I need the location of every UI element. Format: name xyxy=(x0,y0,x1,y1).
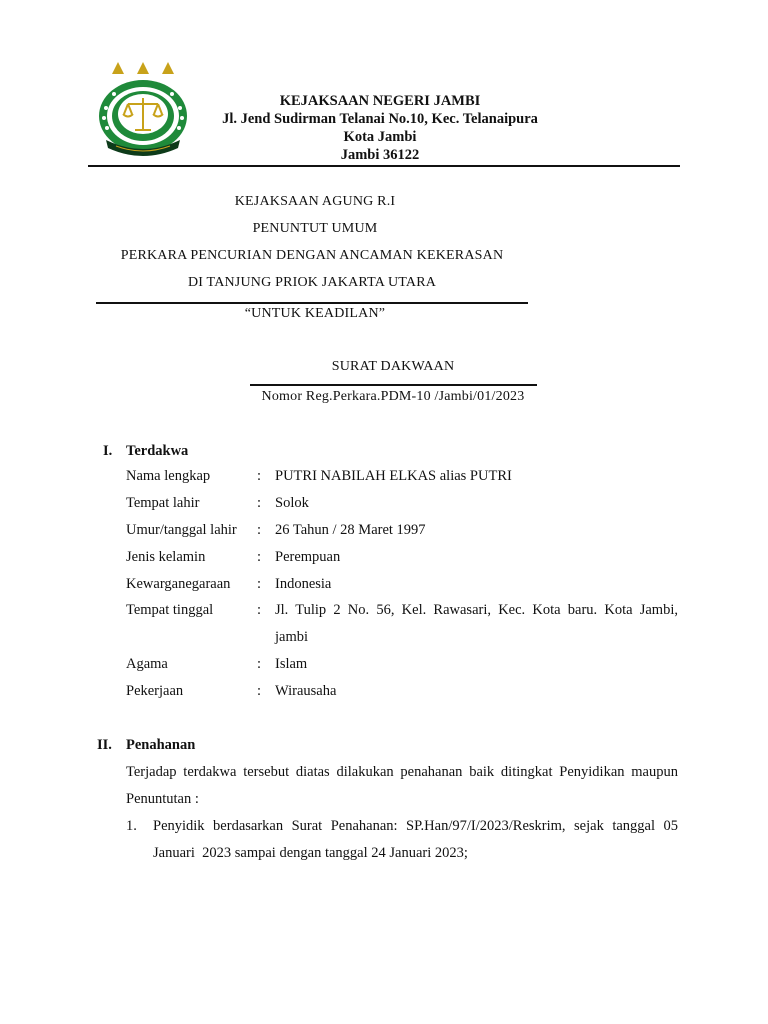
field-value-occupation: Wirausaha xyxy=(275,683,337,699)
title-divider xyxy=(250,384,537,386)
field-colon: : xyxy=(257,549,262,565)
field-value-address: Jl. Tulip 2 No. 56, Kel. Rawasari, Kec. Kota baru. Kota Jambi, xyxy=(275,602,678,618)
section-number: I. xyxy=(103,443,113,459)
section-title-penahanan: Penahanan xyxy=(126,737,196,753)
field-label: Kewarganegaraan xyxy=(126,576,231,592)
field-label: Nama lengkap xyxy=(126,468,211,484)
field-colon: : xyxy=(257,468,262,484)
field-value-nationality: Indonesia xyxy=(275,576,332,592)
field-value-birthplace: Solok xyxy=(275,495,309,511)
field-label: Umur/tanggal lahir xyxy=(126,522,237,538)
field-value-gender: Perempuan xyxy=(275,549,341,565)
kejaksaan-emblem-icon xyxy=(92,60,194,160)
field-value-religion: Islam xyxy=(275,656,308,672)
header-divider xyxy=(96,302,528,304)
agency-name: KEJAKSAAN AGUNG R.I xyxy=(234,194,396,209)
field-value-age: 26 Tahun / 28 Maret 1997 xyxy=(275,522,426,538)
prosecutor-role: PENUNTUT UMUM xyxy=(252,221,378,236)
office-name: KEJAKSAAN NEGERI JAMBI xyxy=(279,93,481,109)
field-value-name: PUTRI NABILAH ELKAS alias PUTRI xyxy=(275,468,512,484)
office-address: Jl. Jend Sudirman Telanai No.10, Kec. Telanaipura xyxy=(222,111,538,127)
motto: “UNTUK KEADILAN” xyxy=(244,306,386,321)
field-label: Tempat lahir xyxy=(126,495,200,511)
field-label: Jenis kelamin xyxy=(126,549,206,565)
section-title-terdakwa: Terdakwa xyxy=(126,443,189,459)
case-title-line2: DI TANJUNG PRIOK JAKARTA UTARA xyxy=(187,275,437,290)
office-postal: Jambi 36122 xyxy=(340,147,420,163)
office-city: Kota Jambi xyxy=(343,129,417,145)
list-item-text: Penyidik berdasarkan Surat Penahanan: SP.Han/97/I/2023/Reskrim, sejak tanggal 05 Januari 2023 sampai dengan tanggal 24 Januari 2023; xyxy=(153,818,678,861)
field-colon: : xyxy=(257,522,262,538)
field-label: Pekerjaan xyxy=(126,683,184,699)
field-value-address-cont: jambi xyxy=(275,629,309,645)
field-colon: : xyxy=(257,602,262,618)
list-item-number: 1. xyxy=(126,818,137,834)
field-label: Agama xyxy=(126,656,168,672)
case-title-line1: PERKARA PENCURIAN DENGAN ANCAMAN KEKERASAN xyxy=(120,248,504,263)
document-number: Nomor Reg.Perkara.PDM-10 /Jambi/01/2023 xyxy=(261,389,525,404)
field-colon: : xyxy=(257,656,262,672)
field-label: Tempat tinggal xyxy=(126,602,214,618)
letterhead-divider xyxy=(88,165,680,167)
detention-intro: Terjadap terdakwa tersebut diatas dilakukan penahanan baik ditingkat Penyidikan maupun Penuntutan : xyxy=(126,764,678,807)
document-title: SURAT DAKWAAN xyxy=(331,359,455,374)
section-number: II. xyxy=(97,737,112,753)
field-colon: : xyxy=(257,495,262,511)
field-colon: : xyxy=(257,683,262,699)
field-colon: : xyxy=(257,576,262,592)
